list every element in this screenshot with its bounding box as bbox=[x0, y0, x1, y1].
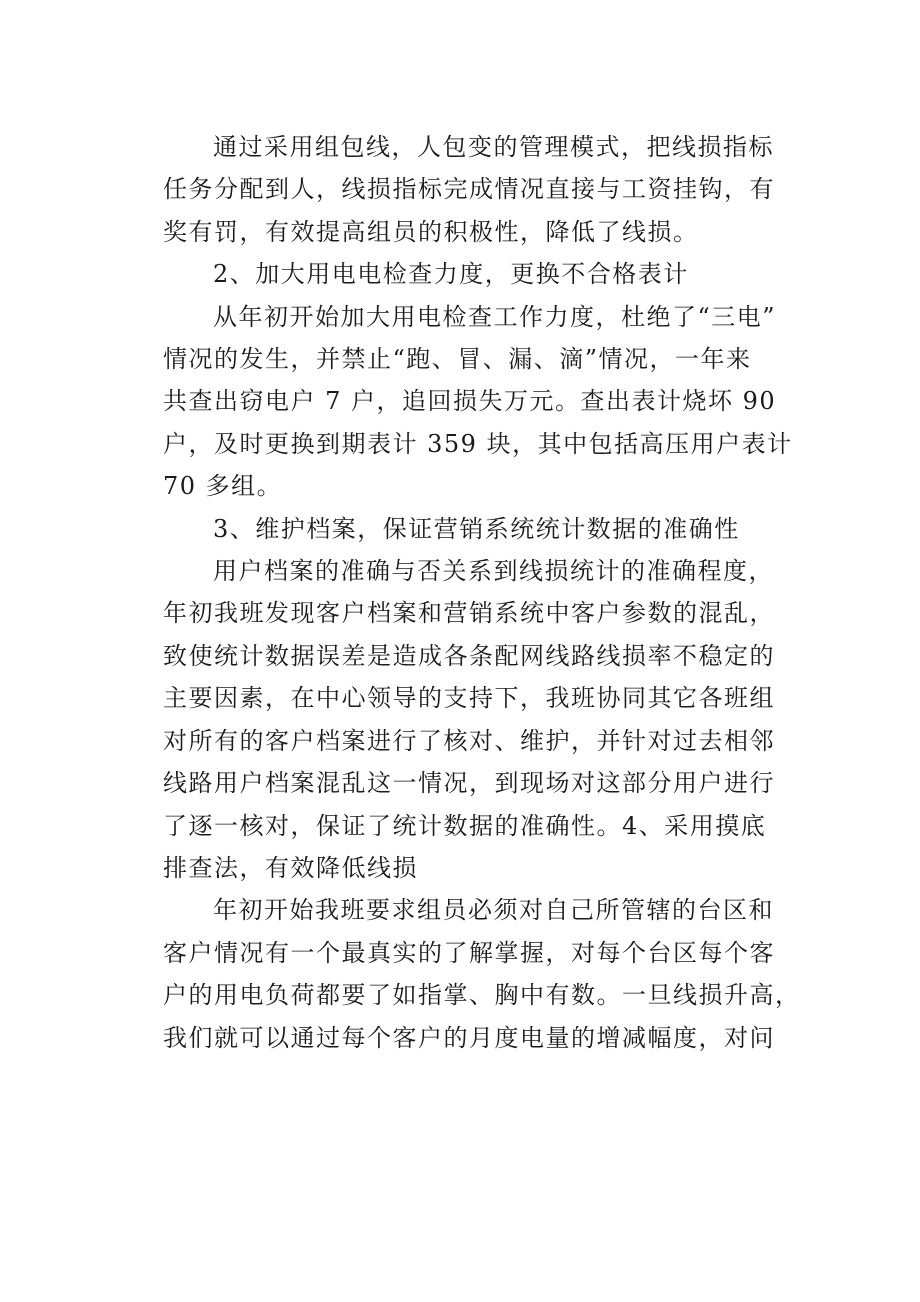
text-line: 70 多组。 bbox=[163, 472, 283, 501]
text-line: 户的用电负荷都要了如指掌、胸中有数。一旦线损升高， bbox=[163, 981, 801, 1010]
text-line: 主要因素，在中心领导的支持下，我班协同其它各班组 bbox=[163, 684, 775, 713]
text-line: 共查出窃电户 7 户，追回损失万元。查出表计烧坏 90 bbox=[163, 387, 777, 416]
text-line: 任务分配到人，线损指标完成情况直接与工资挂钩，有 bbox=[163, 175, 775, 204]
paragraph-archive-maintenance bbox=[163, 550, 775, 889]
body-text bbox=[163, 126, 801, 1059]
paragraph-loss-management-mode bbox=[163, 126, 775, 253]
text-line: 了逐一核对，保证了统计数据的准确性。4、采用摸底 bbox=[163, 811, 767, 840]
section-heading: 3、维护档案，保证营销系统统计数据的准确性 bbox=[213, 514, 740, 543]
paragraph-electricity-inspection bbox=[163, 296, 793, 508]
text-line: 对所有的客户档案进行了核对、维护，并针对过去相邻 bbox=[163, 726, 775, 755]
heading-item-3 bbox=[163, 508, 763, 550]
text-line: 年初我班发现客户档案和营销系统中客户参数的混乱， bbox=[163, 599, 775, 628]
text-line: 线路用户档案混乱这一情况，到现场对这部分用户进行 bbox=[163, 769, 775, 798]
heading-item-2 bbox=[163, 253, 763, 295]
section-heading: 2、加大用电电检查力度，更换不合格表计 bbox=[213, 260, 689, 289]
text-line: 致使统计数据误差是造成各条配网线路线损率不稳定的 bbox=[163, 641, 775, 670]
paragraph-investigation-method bbox=[163, 889, 801, 1059]
text-line: 用户档案的准确与否关系到线损统计的准确程度， bbox=[213, 557, 774, 586]
text-line: 排查法，有效降低线损 bbox=[163, 853, 418, 882]
text-line: 从年初开始加大用电检查工作力度，杜绝了“三电” bbox=[213, 302, 777, 331]
text-line: 通过采用组包线，人包变的管理模式，把线损指标 bbox=[213, 133, 774, 161]
text-line: 户，及时更换到期表计 359 块，其中包括高压用户表计 bbox=[163, 429, 793, 458]
text-line: 客户情况有一个最真实的了解掌握，对每个台区每个客 bbox=[163, 938, 775, 967]
text-line: 奖有罚，有效提高组员的积极性，降低了线损。 bbox=[163, 217, 699, 246]
text-line: 年初开始我班要求组员必须对自己所管辖的台区和 bbox=[213, 896, 774, 925]
text-line: 情况的发生，并禁止“跑、冒、漏、滴”情况，一年来 bbox=[163, 345, 752, 374]
text-line: 我们就可以通过每个客户的月度电量的增减幅度，对问 bbox=[163, 1023, 775, 1052]
